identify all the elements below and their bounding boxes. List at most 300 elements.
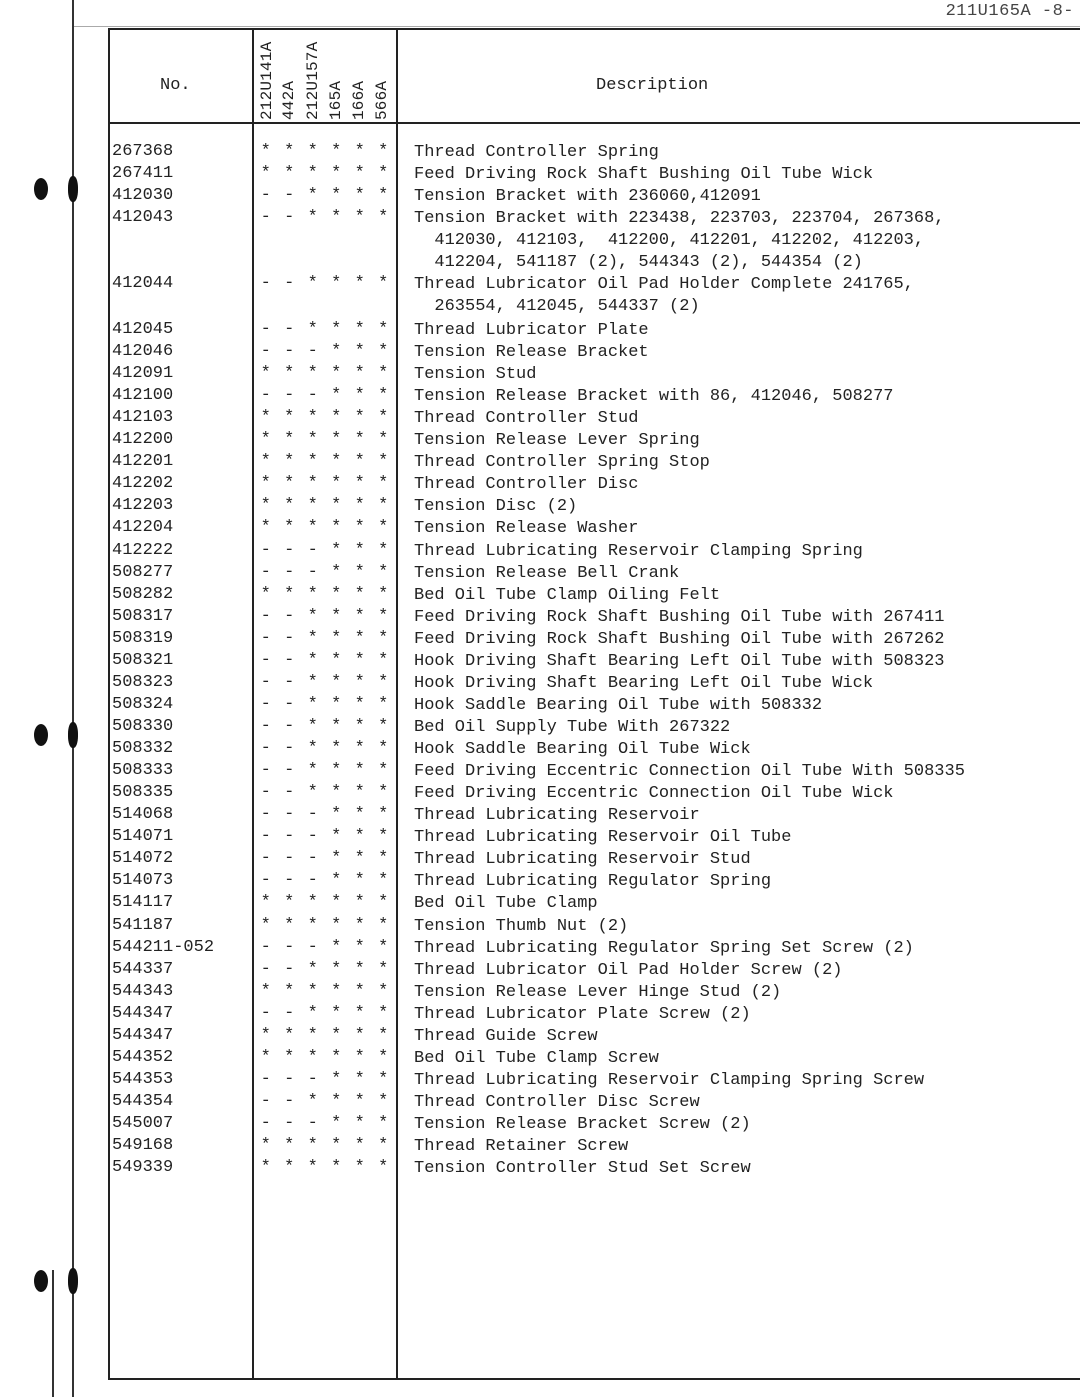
asterisk-mark: * — [378, 518, 389, 537]
asterisk-mark: * — [307, 651, 318, 670]
asterisk-mark: * — [378, 783, 389, 802]
part-description: Tension Release Bracket Screw (2) — [414, 1115, 751, 1134]
model-applicability-marks — [254, 938, 395, 957]
asterisk-mark: * — [331, 1048, 342, 1067]
part-number: 412100 — [112, 386, 174, 405]
asterisk-mark: * — [378, 585, 389, 604]
asterisk-mark: * — [284, 474, 295, 493]
asterisk-mark: * — [378, 695, 389, 714]
asterisk-mark: * — [331, 938, 342, 957]
asterisk-mark: * — [284, 364, 295, 383]
dash-mark: - — [260, 386, 271, 405]
punch-hole-shadow-bottom — [68, 1268, 78, 1294]
asterisk-mark: * — [284, 1158, 295, 1177]
dash-mark: - — [284, 805, 295, 824]
part-description: Tension Thumb Nut (2) — [414, 917, 629, 936]
asterisk-mark: * — [378, 1004, 389, 1023]
asterisk-mark: * — [354, 342, 365, 361]
asterisk-mark: * — [378, 563, 389, 582]
asterisk-mark: * — [331, 1026, 342, 1045]
asterisk-mark: * — [354, 1070, 365, 1089]
asterisk-mark: * — [331, 761, 342, 780]
part-description: Thread Lubricating Reservoir Clamping Spring — [414, 542, 863, 561]
asterisk-mark: * — [331, 1092, 342, 1111]
model-applicability-marks — [254, 474, 395, 493]
part-description: Tension Bracket with 223438, 223703, 223704, 267368, 412030, 412103, 412200, 412201, 412202, 412203, 412204, 541187 (2), 544343 (2), 544354 (2) — [414, 209, 945, 272]
asterisk-mark: * — [378, 452, 389, 471]
dash-mark: - — [307, 805, 318, 824]
part-number: 514071 — [112, 827, 174, 846]
model-applicability-marks — [254, 1004, 395, 1023]
asterisk-mark: * — [307, 364, 318, 383]
asterisk-mark: * — [354, 695, 365, 714]
asterisk-mark: * — [331, 739, 342, 758]
asterisk-mark: * — [284, 142, 295, 161]
asterisk-mark: * — [307, 717, 318, 736]
dash-mark: - — [284, 563, 295, 582]
dash-mark: - — [260, 783, 271, 802]
model-applicability-marks — [254, 408, 395, 427]
dash-mark: - — [284, 871, 295, 890]
part-number: 412202 — [112, 474, 174, 493]
asterisk-mark: * — [378, 430, 389, 449]
asterisk-mark: * — [354, 629, 365, 648]
part-description: Tension Disc (2) — [414, 497, 578, 516]
asterisk-mark: * — [260, 916, 271, 935]
dash-mark: - — [284, 938, 295, 957]
model-applicability-marks — [254, 805, 395, 824]
part-number: 412045 — [112, 320, 174, 339]
table-row — [108, 1136, 1080, 1158]
asterisk-mark: * — [354, 1114, 365, 1133]
asterisk-mark: * — [284, 452, 295, 471]
table-row — [108, 607, 1080, 629]
header-no: No. — [160, 76, 191, 95]
part-description: Bed Oil Supply Tube With 267322 — [414, 718, 731, 737]
model-applicability-marks — [254, 274, 395, 293]
asterisk-mark: * — [378, 1026, 389, 1045]
part-number: 412030 — [112, 186, 174, 205]
asterisk-mark: * — [307, 695, 318, 714]
asterisk-mark: * — [331, 585, 342, 604]
part-number: 514072 — [112, 849, 174, 868]
dash-mark: - — [260, 938, 271, 957]
asterisk-mark: * — [331, 208, 342, 227]
part-number: 412201 — [112, 452, 174, 471]
asterisk-mark: * — [354, 651, 365, 670]
asterisk-mark: * — [354, 518, 365, 537]
punch-hole-bottom — [34, 1270, 48, 1292]
asterisk-mark: * — [378, 1114, 389, 1133]
part-description: Tension Release Lever Spring — [414, 431, 700, 450]
table-row — [108, 408, 1080, 430]
asterisk-mark: * — [307, 518, 318, 537]
part-description: Bed Oil Tube Clamp Screw — [414, 1049, 659, 1068]
dash-mark: - — [284, 960, 295, 979]
asterisk-mark: * — [307, 474, 318, 493]
part-description: Thread Controller Spring — [414, 143, 659, 162]
dash-mark: - — [307, 938, 318, 957]
asterisk-mark: * — [331, 496, 342, 515]
part-number: 508277 — [112, 563, 174, 582]
asterisk-mark: * — [307, 761, 318, 780]
part-description: Feed Driving Rock Shaft Bushing Oil Tube Wick — [414, 165, 874, 184]
asterisk-mark: * — [354, 849, 365, 868]
table-row — [108, 364, 1080, 386]
table-row — [108, 1114, 1080, 1136]
table-row — [108, 320, 1080, 342]
dash-mark: - — [260, 673, 271, 692]
asterisk-mark: * — [354, 761, 365, 780]
part-number: 544347 — [112, 1004, 174, 1023]
dash-mark: - — [260, 739, 271, 758]
dash-mark: - — [307, 1070, 318, 1089]
asterisk-mark: * — [331, 541, 342, 560]
asterisk-mark: * — [284, 164, 295, 183]
dash-mark: - — [307, 827, 318, 846]
asterisk-mark: * — [331, 960, 342, 979]
dash-mark: - — [260, 1004, 271, 1023]
asterisk-mark: * — [331, 364, 342, 383]
table-row — [108, 142, 1080, 164]
model-header-6: 566A — [373, 80, 391, 120]
model-applicability-marks — [254, 1114, 395, 1133]
asterisk-mark: * — [331, 629, 342, 648]
asterisk-mark: * — [378, 893, 389, 912]
punch-hole-shadow-middle — [68, 722, 78, 748]
part-number: 544211-052 — [112, 938, 215, 957]
model-applicability-marks — [254, 695, 395, 714]
asterisk-mark: * — [260, 474, 271, 493]
asterisk-mark: * — [331, 430, 342, 449]
part-description: Thread Lubricator Oil Pad Holder Complete 241765, 263554, 412045, 544337 (2) — [414, 275, 914, 316]
part-number: 508317 — [112, 607, 174, 626]
dash-mark: - — [284, 849, 295, 868]
model-applicability-marks — [254, 651, 395, 670]
part-number: 508335 — [112, 783, 174, 802]
table-row — [108, 827, 1080, 849]
asterisk-mark: * — [331, 320, 342, 339]
dash-mark: - — [260, 960, 271, 979]
asterisk-mark: * — [378, 607, 389, 626]
asterisk-mark: * — [378, 982, 389, 1001]
asterisk-mark: * — [260, 1136, 271, 1155]
table-row — [108, 783, 1080, 805]
asterisk-mark: * — [331, 474, 342, 493]
asterisk-mark: * — [354, 717, 365, 736]
dash-mark: - — [284, 695, 295, 714]
asterisk-mark: * — [331, 893, 342, 912]
model-applicability-marks — [254, 386, 395, 405]
dash-mark: - — [260, 695, 271, 714]
asterisk-mark: * — [354, 496, 365, 515]
part-description: Tension Release Bracket with 86, 412046, 508277 — [414, 387, 894, 406]
dash-mark: - — [260, 805, 271, 824]
table-row — [108, 938, 1080, 960]
table-row — [108, 761, 1080, 783]
model-applicability-marks — [254, 186, 395, 205]
part-description: Thread Guide Screw — [414, 1027, 598, 1046]
model-applicability-marks — [254, 585, 395, 604]
dash-mark: - — [284, 1092, 295, 1111]
dash-mark: - — [284, 651, 295, 670]
part-description: Thread Lubricating Regulator Spring Set Screw (2) — [414, 939, 914, 958]
asterisk-mark: * — [307, 1048, 318, 1067]
asterisk-mark: * — [354, 1048, 365, 1067]
asterisk-mark: * — [331, 849, 342, 868]
table-row — [108, 563, 1080, 585]
part-number: 412043 — [112, 208, 174, 227]
dash-mark: - — [284, 342, 295, 361]
asterisk-mark: * — [284, 1026, 295, 1045]
model-applicability-marks — [254, 739, 395, 758]
model-applicability-marks — [254, 164, 395, 183]
part-number: 412091 — [112, 364, 174, 383]
model-applicability-marks — [254, 142, 395, 161]
dash-mark: - — [284, 673, 295, 692]
model-header-2: 442A — [280, 80, 298, 120]
model-applicability-marks — [254, 982, 395, 1001]
asterisk-mark: * — [260, 1158, 271, 1177]
dash-mark: - — [307, 849, 318, 868]
dash-mark: - — [260, 1114, 271, 1133]
asterisk-mark: * — [331, 717, 342, 736]
model-applicability-marks — [254, 208, 395, 227]
model-header-4: 165A — [327, 80, 345, 120]
part-description: Thread Controller Disc Screw — [414, 1093, 700, 1112]
part-description: Thread Retainer Screw — [414, 1137, 629, 1156]
asterisk-mark: * — [354, 871, 365, 890]
asterisk-mark: * — [307, 982, 318, 1001]
dash-mark: - — [284, 1004, 295, 1023]
part-description: Bed Oil Tube Clamp Oiling Felt — [414, 586, 721, 605]
dash-mark: - — [307, 871, 318, 890]
dash-mark: - — [260, 208, 271, 227]
table-row — [108, 496, 1080, 518]
asterisk-mark: * — [378, 1070, 389, 1089]
dash-mark: - — [284, 208, 295, 227]
header-divider — [108, 122, 1080, 124]
asterisk-mark: * — [354, 408, 365, 427]
asterisk-mark: * — [378, 274, 389, 293]
part-description: Thread Controller Stud — [414, 409, 639, 428]
asterisk-mark: * — [307, 208, 318, 227]
model-applicability-marks — [254, 1070, 395, 1089]
model-applicability-marks — [254, 607, 395, 626]
asterisk-mark: * — [354, 186, 365, 205]
table-row — [108, 1158, 1080, 1180]
table-row — [108, 208, 1080, 272]
asterisk-mark: * — [354, 386, 365, 405]
dash-mark: - — [284, 274, 295, 293]
part-number: 549168 — [112, 1136, 174, 1155]
dash-mark: - — [284, 761, 295, 780]
dash-mark: - — [260, 563, 271, 582]
dash-mark: - — [307, 342, 318, 361]
model-applicability-marks — [254, 496, 395, 515]
part-description: Thread Lubricating Regulator Spring — [414, 872, 772, 891]
asterisk-mark: * — [378, 651, 389, 670]
asterisk-mark: * — [354, 805, 365, 824]
asterisk-mark: * — [354, 1026, 365, 1045]
asterisk-mark: * — [378, 496, 389, 515]
asterisk-mark: * — [331, 607, 342, 626]
model-applicability-marks — [254, 518, 395, 537]
part-number: 544352 — [112, 1048, 174, 1067]
part-description: Feed Driving Eccentric Connection Oil Tube Wick — [414, 784, 894, 803]
asterisk-mark: * — [331, 827, 342, 846]
dash-mark: - — [307, 541, 318, 560]
header-description: Description — [596, 76, 709, 95]
part-description: Tension Release Washer — [414, 519, 639, 538]
top-rule — [74, 26, 1080, 27]
asterisk-mark: * — [378, 871, 389, 890]
part-number: 412044 — [112, 274, 174, 293]
part-number: 544354 — [112, 1092, 174, 1111]
asterisk-mark: * — [284, 916, 295, 935]
model-header-1: 212U141A — [258, 41, 276, 120]
table-row — [108, 386, 1080, 408]
part-number: 514068 — [112, 805, 174, 824]
part-number: 267368 — [112, 142, 174, 161]
asterisk-mark: * — [331, 274, 342, 293]
asterisk-mark: * — [284, 982, 295, 1001]
asterisk-mark: * — [260, 982, 271, 1001]
table-row — [108, 695, 1080, 717]
asterisk-mark: * — [307, 1026, 318, 1045]
asterisk-mark: * — [307, 739, 318, 758]
dash-mark: - — [260, 274, 271, 293]
asterisk-mark: * — [331, 1158, 342, 1177]
part-number: 508324 — [112, 695, 174, 714]
asterisk-mark: * — [260, 1048, 271, 1067]
asterisk-mark: * — [354, 474, 365, 493]
dash-mark: - — [284, 827, 295, 846]
part-description: Thread Controller Disc — [414, 475, 639, 494]
asterisk-mark: * — [378, 1092, 389, 1111]
asterisk-mark: * — [307, 1136, 318, 1155]
part-description: Feed Driving Rock Shaft Bushing Oil Tube with 267262 — [414, 630, 945, 649]
table-row — [108, 651, 1080, 673]
asterisk-mark: * — [354, 541, 365, 560]
asterisk-mark: * — [331, 1114, 342, 1133]
part-description: Thread Lubricating Reservoir Oil Tube — [414, 828, 792, 847]
asterisk-mark: * — [307, 1092, 318, 1111]
model-applicability-marks — [254, 761, 395, 780]
asterisk-mark: * — [307, 430, 318, 449]
asterisk-mark: * — [378, 1158, 389, 1177]
dash-mark: - — [260, 607, 271, 626]
asterisk-mark: * — [260, 430, 271, 449]
part-description: Hook Saddle Bearing Oil Tube with 508332 — [414, 696, 823, 715]
model-applicability-marks — [254, 430, 395, 449]
asterisk-mark: * — [260, 364, 271, 383]
asterisk-mark: * — [307, 274, 318, 293]
part-description: Tension Bracket with 236060,412091 — [414, 187, 761, 206]
asterisk-mark: * — [284, 430, 295, 449]
asterisk-mark: * — [354, 893, 365, 912]
model-applicability-marks — [254, 960, 395, 979]
part-description: Tension Release Bell Crank — [414, 564, 680, 583]
asterisk-mark: * — [331, 1136, 342, 1155]
dash-mark: - — [260, 1092, 271, 1111]
asterisk-mark: * — [354, 364, 365, 383]
asterisk-mark: * — [331, 164, 342, 183]
model-applicability-marks — [254, 452, 395, 471]
part-number: 508333 — [112, 761, 174, 780]
dash-mark: - — [307, 563, 318, 582]
dash-mark: - — [284, 717, 295, 736]
model-header-3: 212U157A — [304, 41, 322, 120]
asterisk-mark: * — [307, 164, 318, 183]
asterisk-mark: * — [378, 916, 389, 935]
asterisk-mark: * — [307, 629, 318, 648]
dash-mark: - — [260, 761, 271, 780]
table-row — [108, 541, 1080, 563]
part-number: 544347 — [112, 1026, 174, 1045]
asterisk-mark: * — [331, 386, 342, 405]
part-number: 412204 — [112, 518, 174, 537]
table-row — [108, 274, 1080, 316]
part-description: Thread Lubricator Oil Pad Holder Screw (2) — [414, 961, 843, 980]
table-row — [108, 739, 1080, 761]
punch-hole-shadow-top — [68, 176, 78, 202]
asterisk-mark: * — [354, 1004, 365, 1023]
asterisk-mark: * — [354, 1158, 365, 1177]
asterisk-mark: * — [378, 386, 389, 405]
asterisk-mark: * — [307, 673, 318, 692]
asterisk-mark: * — [331, 805, 342, 824]
asterisk-mark: * — [354, 1136, 365, 1155]
asterisk-mark: * — [378, 960, 389, 979]
model-header-5: 166A — [350, 80, 368, 120]
asterisk-mark: * — [354, 142, 365, 161]
asterisk-mark: * — [284, 496, 295, 515]
asterisk-mark: * — [378, 364, 389, 383]
asterisk-mark: * — [378, 1048, 389, 1067]
part-number: 508323 — [112, 673, 174, 692]
asterisk-mark: * — [354, 585, 365, 604]
asterisk-mark: * — [354, 430, 365, 449]
part-description: Feed Driving Rock Shaft Bushing Oil Tube with 267411 — [414, 608, 945, 627]
dash-mark: - — [284, 541, 295, 560]
asterisk-mark: * — [378, 629, 389, 648]
asterisk-mark: * — [354, 960, 365, 979]
asterisk-mark: * — [331, 186, 342, 205]
dash-mark: - — [284, 629, 295, 648]
part-description: Tension Controller Stud Set Screw — [414, 1159, 751, 1178]
asterisk-mark: * — [331, 142, 342, 161]
punch-hole-top — [34, 178, 48, 200]
asterisk-mark: * — [307, 1004, 318, 1023]
asterisk-mark: * — [260, 496, 271, 515]
asterisk-mark: * — [331, 563, 342, 582]
model-applicability-marks — [254, 342, 395, 361]
part-number: 514117 — [112, 893, 174, 912]
asterisk-mark: * — [354, 739, 365, 758]
asterisk-mark: * — [307, 452, 318, 471]
part-description: Thread Lubricating Reservoir — [414, 806, 700, 825]
asterisk-mark: * — [378, 408, 389, 427]
asterisk-mark: * — [307, 916, 318, 935]
part-number: 412103 — [112, 408, 174, 427]
part-number: 508330 — [112, 717, 174, 736]
dash-mark: - — [284, 739, 295, 758]
punch-hole-middle — [34, 724, 48, 746]
dash-mark: - — [260, 342, 271, 361]
asterisk-mark: * — [307, 607, 318, 626]
asterisk-mark: * — [307, 320, 318, 339]
